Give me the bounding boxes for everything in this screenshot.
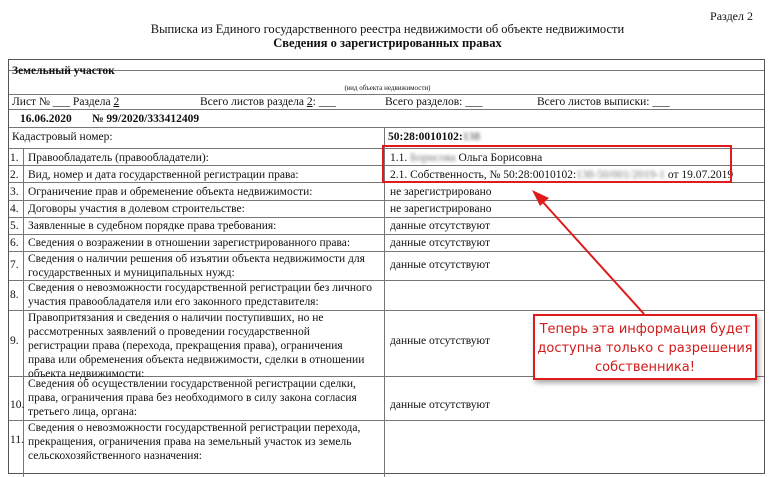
redacted-surname: Борисова xyxy=(410,152,456,164)
total-extract-sheets: Всего листов выписки: ___ xyxy=(537,96,670,108)
cadastral-label: Кадастровый номер: xyxy=(12,131,113,143)
row-value: данные отсутствуют xyxy=(390,335,490,347)
sheet-info: Лист № ___ Раздела 2 xyxy=(12,96,120,108)
row-number: 6. xyxy=(10,237,19,249)
row-number: 1. xyxy=(10,152,19,164)
row-number: 7. xyxy=(10,259,19,271)
row-label: Сведения о невозможности государственной регистрации перехода, прекращения, ограничения права на земельный участок из земель сельскохозяйственного назначения: xyxy=(28,422,361,462)
row-label: Правопритязания и сведения о наличии поступивших, но не рассмотренных заявлений о проведении государственной регистрации права (перехода, прекращения права), ограничения права или обременения объекта недвижимости, сделки в отношении объекта недвижимости: xyxy=(28,312,365,380)
row-label: Сведения о наличии решения об изъятии объекта недвижимости для государственных и муниципальных нужд: xyxy=(28,253,365,279)
row-label: Сведения о невозможности государственной регистрации без личного участия правообладателя или его законного представителя: xyxy=(28,282,372,308)
total-sheets: Всего листов раздела 2: ___ xyxy=(200,96,336,108)
extract-date: 16.06.2020 xyxy=(20,113,72,125)
row-value: данные отсутствуют xyxy=(390,237,490,249)
row-number: 4. xyxy=(10,203,19,215)
extract-number: № 99/2020/333412409 xyxy=(92,113,200,125)
row-number: 10. xyxy=(10,399,25,411)
object-type: Земельный участок xyxy=(12,65,115,77)
redacted-registration-number: 138-50/001/2019-1 xyxy=(576,169,665,181)
row-value: данные отсутствуют xyxy=(390,399,490,411)
callout-note: Теперь эта информация будет доступна только с разрешения собственника! xyxy=(533,314,757,380)
section-number: Раздел 2 xyxy=(710,9,753,23)
row-value: данные отсутствуют xyxy=(390,259,490,271)
right-holder-value: 1.1. Борисова Ольга Борисовна xyxy=(390,152,543,164)
row-label: Ограничение прав и обременение объекта недвижимости: xyxy=(28,186,313,198)
row-label: Договоры участия в долевом строительстве: xyxy=(28,203,245,215)
row-value: не зарегистрировано xyxy=(390,203,492,215)
row-number: 8. xyxy=(10,289,19,301)
row-value: не зарегистрировано xyxy=(390,186,492,198)
total-sections: Всего разделов: ___ xyxy=(385,96,483,108)
cadastral-number: 50:28:0010102:138 xyxy=(388,131,480,143)
row-number: 5. xyxy=(10,220,19,232)
document-subtitle: Сведения о зарегистрированных правах xyxy=(273,36,502,50)
row-number: 11. xyxy=(10,434,24,446)
row-value: данные отсутствуют xyxy=(390,220,490,232)
row-label: Сведения об осуществлении государственной регистрации сделки, права, ограничения права без необходимого в силу закона согласия третьего лица, органа: xyxy=(28,378,357,418)
row-label: Правообладатель (правообладатели): xyxy=(28,152,209,164)
registration-value: 2.1. Собственность, № 50:28:0010102:138-50/001/2019-1 от 19.07.2019 xyxy=(390,169,734,181)
row-number: 3. xyxy=(10,186,19,198)
row-label: Вид, номер и дата государственной регистрации права: xyxy=(28,169,299,181)
row-number: 9. xyxy=(10,335,19,347)
row-label: Сведения о возражении в отношении зарегистрированного права: xyxy=(28,237,351,249)
object-type-caption: (вид объекта недвижимости) xyxy=(344,84,431,92)
redacted-cadastral-suffix: 138 xyxy=(462,131,480,143)
document-title: Выписка из Единого государственного реестра недвижимости об объекте недвижимости xyxy=(150,22,625,36)
row-label: Заявленные в судебном порядке права требования: xyxy=(28,220,277,232)
row-number: 2. xyxy=(10,169,19,181)
